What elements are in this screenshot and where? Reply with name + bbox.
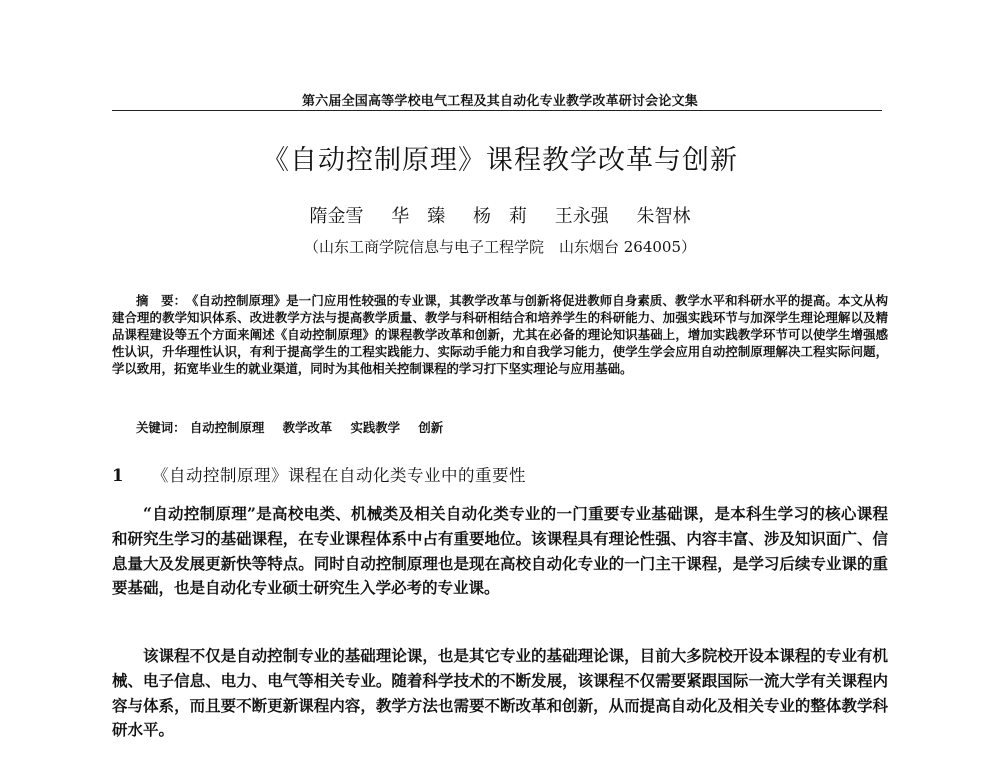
keyword: 自动控制原理 <box>189 420 265 435</box>
header-rule <box>112 110 882 111</box>
keyword: 教学改革 <box>282 420 333 435</box>
body-paragraph: 该课程不仅是自动控制专业的基础理论课，也是其它专业的基础理论课，目前大多院校开设本课程的专业有机械、电子信息、电力、电气等相关专业。随着科学技术的不断发展，该课程不仅需要紧跟国际一流大学有关课程内容与体系，而且要不断更新课程内容，教学方法也需要不断改革和创新，从而提高自动化及相关专业的整体教学科研水平。 <box>112 646 888 740</box>
keywords-label: 关键词： <box>136 420 186 435</box>
abstract-label: 摘 要： <box>136 293 187 308</box>
author-name: 杨 莉 <box>473 206 527 227</box>
author-name: 华 臻 <box>391 206 446 227</box>
section-title: 《自动控制原理》课程在自动化类专业中的重要性 <box>152 466 526 485</box>
abstract-text: 《自动控制原理》是一门应用性较强的专业课，其教学改革与创新将促进教师自身素质、教学水平和科研水平的提高。本文从构建合理的教学知识体系、改进教学方法与提高教学质量、教学与科研相结合和培养学生的科研能力、加强实践环节与加深学生理论理解以及精品课程建设等五个方面来阐述《自动控制原理》的课程教学改革和创新，尤其在必备的理论知识基础上，增加实践教学环节可以使学生增强感性认识，升华理性认识，有利于提高学生的工程实践能力、实际动手能力和自我学习能力，使学生学会应用自动控制原理解决工程实际问题，学以致用，拓宽毕业生的就业渠道，同时为其他相关控制课程的学习打下坚实理论与应用基础。 <box>112 293 888 376</box>
abstract <box>112 292 888 377</box>
keyword: 实践教学 <box>350 420 401 435</box>
author-name: 王永强 <box>554 206 609 227</box>
author-list <box>0 202 1000 228</box>
author-name: 隋金雪 <box>309 206 364 227</box>
body-paragraph: “自动控制原理”是高校电类、机械类及相关自动化类专业的一门重要专业基础课，是本科生学习的核心课程和研究生学习的基础课程，在专业课程体系中占有重要地位。该课程具有理论性强、内容丰富、涉及知识面广、信息量大及发展更新快等特点。同时自动控制原理也是现在高校自动化专业的一门主干课程，是学习后续专业课的重要基础，也是自动化专业硕士研究生入学必考的专业课。 <box>112 504 888 598</box>
keywords <box>136 418 457 436</box>
section-number: 1 <box>112 466 124 485</box>
paper-title: 《自动控制原理》课程教学改革与创新 <box>262 145 738 176</box>
author-name: 朱智林 <box>636 206 691 227</box>
keyword: 创新 <box>418 420 444 435</box>
running-header: 第六届全国高等学校电气工程及其自动化专业教学改革研讨会论文集 <box>301 94 698 109</box>
affiliation: （山东工商学院信息与电子工程学院 山东烟台 264005） <box>303 238 697 256</box>
section-heading <box>112 462 526 486</box>
